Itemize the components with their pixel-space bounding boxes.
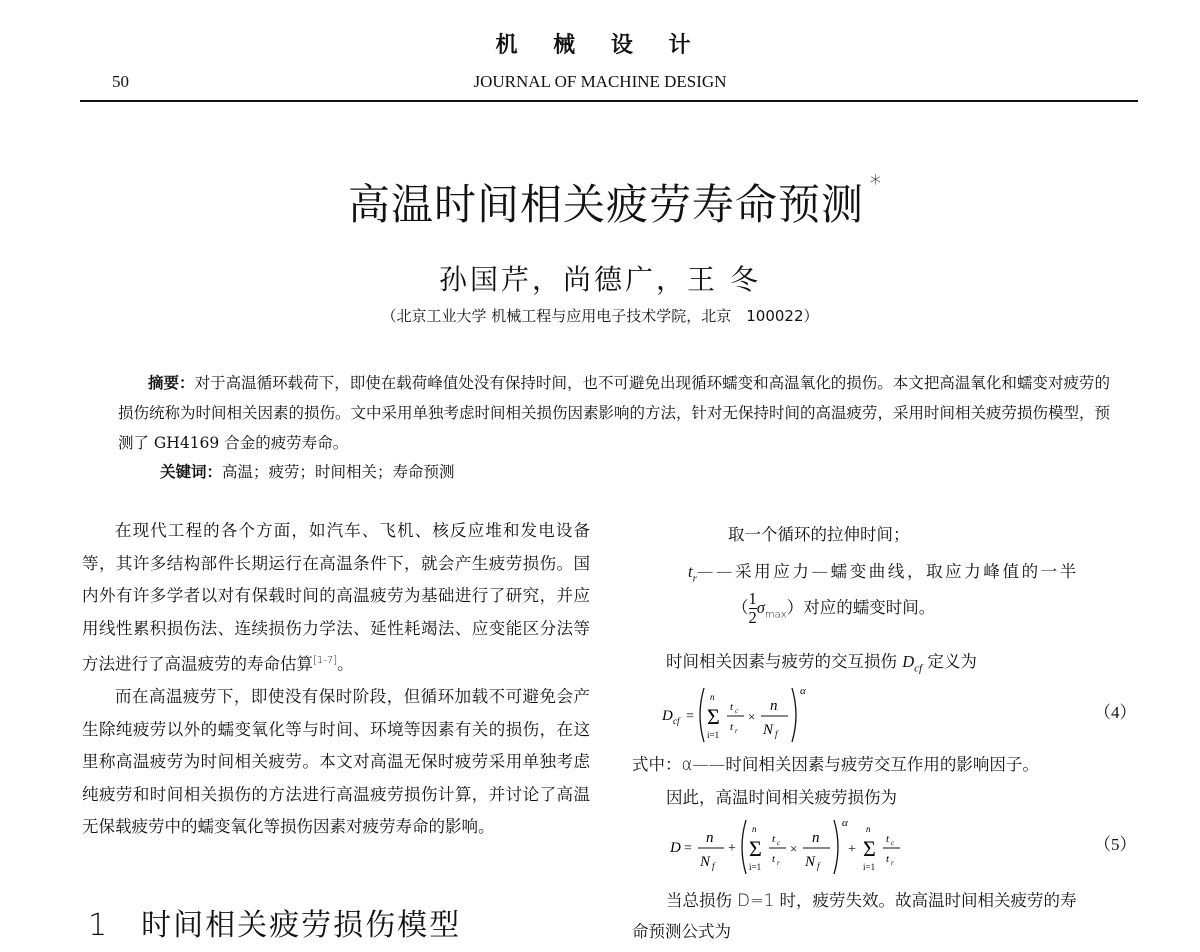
interaction-end: 定义为 bbox=[927, 652, 977, 671]
affiliation: （北京工业大学 机械工程与应用电子技术学院，北京 100022） bbox=[381, 307, 819, 325]
svg-text:c: c bbox=[735, 707, 739, 715]
tr-definition-line2: （ $\frac{1}{2}$ $\sigma_{max}$）对应的蠕变时间。 bbox=[732, 589, 936, 627]
authors: 孙国芹，尚德广，王 冬 bbox=[439, 263, 761, 296]
title-footnote-mark: * bbox=[870, 172, 882, 197]
svg-text:r: r bbox=[735, 727, 738, 735]
svg-text:f: f bbox=[817, 861, 820, 871]
failure-line: 当总损伤 D=1 时，疲劳失效。故高温时间相关疲劳的寿 bbox=[666, 891, 1077, 910]
interaction-damage-line: 时间相关因素与疲劳的交互损伤 $D_{cf}$ 定义为 bbox=[666, 652, 977, 675]
svg-text:f: f bbox=[712, 861, 715, 871]
svg-text:t: t bbox=[730, 701, 734, 713]
keywords bbox=[160, 460, 455, 482]
svg-text:α: α bbox=[800, 685, 806, 697]
svg-text:×: × bbox=[748, 709, 756, 724]
svg-text:=: = bbox=[686, 709, 694, 724]
paragraph-1 bbox=[82, 515, 590, 681]
svg-text:N: N bbox=[700, 854, 711, 870]
keywords-text: 高温；疲劳；时间相关；寿命预测 bbox=[222, 463, 455, 481]
svg-text:i=1: i=1 bbox=[707, 730, 720, 740]
page-number: 50 bbox=[112, 72, 129, 91]
svg-text:D: D bbox=[670, 840, 681, 856]
svg-text:n: n bbox=[706, 830, 714, 846]
alpha-definition: 式中：α——时间相关因素与疲劳交互作用的影响因子。 bbox=[632, 755, 1039, 774]
svg-text:n: n bbox=[770, 698, 778, 714]
svg-text:N: N bbox=[805, 854, 816, 870]
citation-ref: [1-7] bbox=[313, 655, 338, 666]
svg-text:f: f bbox=[775, 729, 778, 739]
svg-text:r: r bbox=[777, 859, 780, 867]
half-fraction: $\frac{1}{2}$ bbox=[748, 589, 757, 627]
svg-text:×: × bbox=[790, 841, 798, 856]
svg-text:=: = bbox=[684, 841, 692, 856]
header-rule bbox=[80, 100, 1138, 102]
failure-line-2: 命预测公式为 bbox=[632, 922, 731, 941]
equation-4 bbox=[660, 678, 860, 752]
text-line-tension-time: 取一个循环的拉伸时间； bbox=[728, 525, 910, 544]
svg-text:Σ: Σ bbox=[863, 836, 876, 861]
svg-text:n: n bbox=[752, 824, 757, 834]
abstract-text: 对于高温循环载荷下，即使在载荷峰值处没有保持时间，也不可避免出现循环蠕变和高温氧化的损伤。本文把高温氧化和蠕变对疲劳的损伤统称为时间相关因素的损伤。文中采用单独考虑时间相关损伤因素影响的方法，针对无保持时间的高温疲劳，采用时间相关疲劳损伤模型，预测了 GH4169 合金的疲劳寿命。 bbox=[118, 374, 1111, 452]
journal-title-en: JOURNAL OF MACHINE DESIGN bbox=[473, 72, 727, 91]
svg-text:+: + bbox=[848, 842, 856, 857]
svg-text:cf: cf bbox=[673, 716, 680, 726]
svg-text:Σ: Σ bbox=[707, 704, 720, 729]
svg-text:t: t bbox=[730, 721, 734, 733]
svg-text:α: α bbox=[842, 817, 848, 829]
svg-text:t: t bbox=[772, 853, 776, 865]
svg-text:t: t bbox=[886, 833, 890, 845]
keywords-label: 关键词： bbox=[160, 463, 223, 481]
equation-4-number: （4） bbox=[1094, 703, 1137, 722]
tr-subscript: r bbox=[692, 572, 697, 585]
svg-text:r: r bbox=[891, 859, 894, 867]
paragraph-1-end: 。 bbox=[337, 654, 354, 674]
journal-title-cn: 机 械 设 计 bbox=[495, 32, 705, 58]
svg-text:t: t bbox=[886, 853, 890, 865]
section-heading: 1 时间相关疲劳损伤模型 bbox=[88, 908, 462, 943]
svg-text:+: + bbox=[728, 841, 736, 856]
article-title-text: 高温时间相关疲劳寿命预测 bbox=[347, 180, 864, 229]
equation-5 bbox=[668, 810, 908, 884]
abstract bbox=[118, 368, 1110, 458]
svg-text:i=1: i=1 bbox=[749, 862, 762, 872]
svg-text:n: n bbox=[812, 830, 820, 846]
tr-definition-end: ）对应的蠕变时间。 bbox=[786, 598, 936, 617]
svg-text:c: c bbox=[777, 839, 781, 847]
tr-definition bbox=[688, 558, 1188, 584]
interaction-text: 时间相关因素与疲劳的交互损伤 bbox=[666, 652, 897, 671]
svg-text:Σ: Σ bbox=[749, 836, 762, 861]
svg-text:t: t bbox=[772, 833, 776, 845]
paragraph-1-text: 在现代工程的各个方面，如汽车、飞机、核反应堆和发电设备等，其许多结构部件长期运行在高温条件下，就会产生疲劳损伤。国内外有许多学者以对有保载时间的高温疲劳为基础进行了研究，并应用线性累积损伤法、连续损伤力学法、延性耗竭法、应变能区分法等方法进行了高温疲劳的寿命估算 bbox=[82, 521, 590, 674]
paragraph-2: 而在高温疲劳下，即使没有保时阶段，但循环加载不可避免会产生除纯疲劳以外的蠕变氧化等与时间、环境等因素有关的损伤，在这里称高温疲劳为时间相关疲劳。本文对高温无保时疲劳采用单独考虑纯疲劳和时间相关损伤的方法进行高温疲劳损伤计算，并讨论了高温无保载疲劳中的蠕变氧化等损伤因素对疲劳寿命的影响。 bbox=[82, 687, 590, 836]
body-left-column bbox=[82, 515, 590, 844]
svg-text:N: N bbox=[763, 722, 774, 738]
article-title bbox=[0, 172, 1200, 232]
svg-text:D: D bbox=[662, 708, 673, 724]
svg-text:n: n bbox=[710, 692, 715, 702]
svg-text:n: n bbox=[866, 824, 871, 834]
equation-5-number: （5） bbox=[1094, 835, 1137, 854]
abstract-label: 摘要： bbox=[148, 374, 195, 392]
tr-definition-text: ——采用应力—蠕变曲线，取应力峰值的一半 bbox=[696, 562, 1079, 581]
total-damage-line: 因此，高温时间相关疲劳损伤为 bbox=[666, 788, 897, 807]
svg-text:i=1: i=1 bbox=[863, 862, 876, 872]
svg-text:c: c bbox=[891, 839, 895, 847]
tr-symbol: t bbox=[688, 562, 693, 581]
